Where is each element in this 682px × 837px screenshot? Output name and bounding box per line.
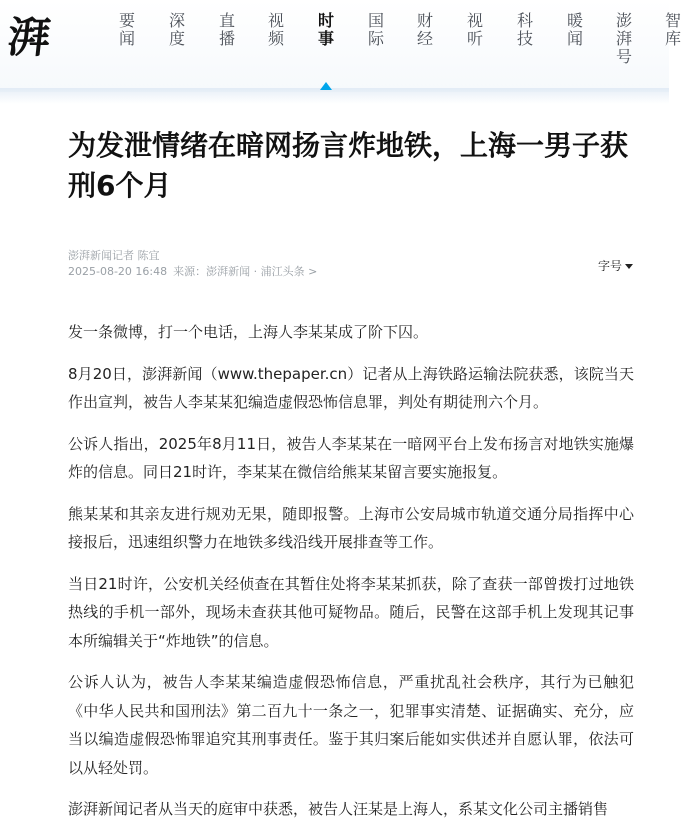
article-paragraph: 当日21时许，公安机关经侦查在其暂住处将李某某抓获，除了查获一部曾拨打过地铁热线的手机一部外，现场未查获其他可疑物品。随后，民警在这部手机上发现其记事本所编辑关于“炸地铁”的信息。 xyxy=(68,574,634,650)
article-paragraph: 熊某某和其亲友进行规劝无果，随即报警。上海市公安局城市轨道交通分局指挥中心接报后，迅速组织警力在地铁多线沿线开展排查等工作。 xyxy=(68,504,634,551)
nav-item-zhibo[interactable]: 直播 xyxy=(218,11,235,48)
header-shadow xyxy=(0,88,669,104)
article-paragraph: 公诉人认为，被告人李某某编造虚假恐怖信息，严重扰乱社会秩序，其行为已触犯《中华人民共和国刑法》第二百九十一条之一，犯罪事实清楚、证据确实、充分，应当以编造虚假恐怖罪追究其刑事责任。鉴于其归案后能如实供述并自愿认罪，依法可以从轻处罚。 xyxy=(68,673,634,777)
site-logo[interactable]: 湃 xyxy=(5,13,51,62)
article-title: 为发泄情绪在暗网扬言炸地铁，上海一男子获刑6个月 xyxy=(68,129,629,202)
active-nav-indicator xyxy=(320,82,332,90)
article-paragraph: 发一条微博，打一个电话，上海人李某某成了阶下囚。 xyxy=(68,323,429,341)
font-size-label: 字号 xyxy=(598,259,623,273)
article-author: 澎湃新闻记者 陈宜 xyxy=(68,249,160,262)
nav-item-zhiku[interactable]: 智库 xyxy=(664,11,681,48)
nav-item-yaowen[interactable]: 要闻 xyxy=(118,11,135,48)
nav-item-shishi[interactable]: 时事 xyxy=(317,11,334,48)
nav-item-keji[interactable]: 科技 xyxy=(516,11,533,48)
nav-item-nuanwen[interactable]: 暖闻 xyxy=(566,11,583,48)
nav-item-caijing[interactable]: 财经 xyxy=(416,11,433,48)
article-paragraph: 澎湃新闻记者从当天的庭审中获悉，被告人汪某是上海人，系某文化公司主播销售 xyxy=(68,800,609,818)
article-source-link[interactable]: 来源：澎湃新闻 · 浦江头条 > xyxy=(173,265,318,278)
article-body xyxy=(68,318,634,837)
article-paragraph: 公诉人指出，2025年8月11日，被告人李某某在一暗网平台上发布扬言对地铁实施爆炸的信息。同日21时许，李某某在微信给熊某某留言要实施报复。 xyxy=(68,434,634,481)
nav-item-shendu[interactable]: 深度 xyxy=(168,11,185,48)
nav-item-pengpaihao[interactable]: 澎湃号 xyxy=(615,11,632,66)
article-paragraph: 8月20日，澎湃新闻（www.thepaper.cn）记者从上海铁路运输法院获悉，该院当天作出宣判，被告人李某某犯编造虚假恐怖信息罪，判处有期徒刑六个月。 xyxy=(68,364,634,411)
nav-item-shipin[interactable]: 视频 xyxy=(267,11,284,48)
caret-down-icon xyxy=(625,264,633,269)
nav-item-guoji[interactable]: 国际 xyxy=(367,11,384,48)
nav-item-shiting[interactable]: 视听 xyxy=(466,11,483,48)
article-meta xyxy=(68,265,323,279)
article-datetime: 2025-08-20 16:48 xyxy=(68,265,168,278)
font-size-button[interactable] xyxy=(598,258,633,274)
